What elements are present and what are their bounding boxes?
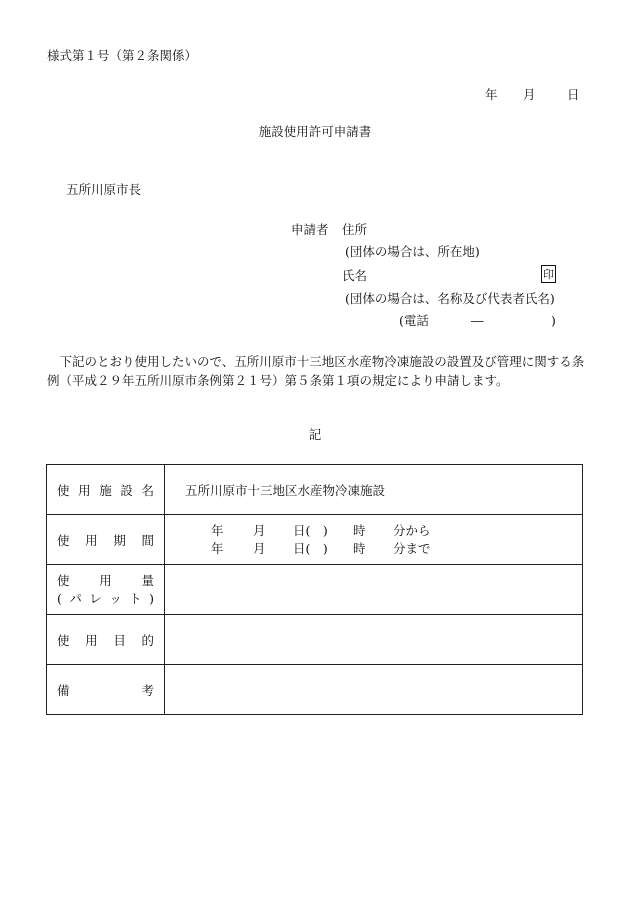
unit-char: ) — [149, 590, 154, 606]
period-to-minute: 分まで — [393, 540, 431, 556]
label-char: 使 — [57, 572, 70, 588]
phone-line — [399, 315, 556, 328]
unit-char: ッ — [109, 590, 122, 606]
period-from-minute: 分から — [393, 522, 431, 538]
period-to-hour: 時 — [353, 540, 366, 556]
label-char: 使 — [57, 482, 70, 498]
label-char: 用 — [85, 532, 98, 548]
period-from-year: 年 — [211, 522, 224, 538]
label-char: 間 — [141, 532, 154, 548]
name-label: 氏名 — [342, 268, 368, 283]
name-note: (団体の場合は、名称及び代表者氏名) — [345, 291, 555, 306]
phone-dash: ― — [471, 313, 484, 328]
unit-char: ( — [57, 590, 62, 606]
form-number: 様式第１号（第２条関係） — [47, 48, 198, 63]
period-from-line — [185, 522, 582, 540]
table-row-purpose — [47, 615, 583, 665]
label-char: 考 — [141, 682, 154, 698]
label-char: 的 — [141, 632, 154, 648]
quantity-label — [47, 565, 165, 615]
label-char: 施 — [99, 482, 112, 498]
date-day: 日 — [567, 87, 580, 102]
ki-heading: 記 — [308, 427, 322, 442]
label-char: 備 — [57, 682, 70, 698]
period-value[interactable] — [165, 515, 583, 565]
label-char: 量 — [141, 572, 154, 588]
unit-char: パ — [69, 590, 82, 606]
addressee: 五所川原市長 — [66, 182, 142, 197]
label-char: 用 — [85, 632, 98, 648]
label-char: 期 — [113, 532, 126, 548]
facility-label — [47, 465, 165, 515]
date-year: 年 — [485, 87, 498, 102]
label-char: 用 — [99, 572, 112, 588]
remarks-label — [47, 665, 165, 715]
unit-char: レ — [89, 590, 102, 606]
label-char: 名 — [141, 482, 154, 498]
application-table — [46, 464, 583, 715]
period-from-month: 月 — [253, 522, 266, 538]
label-char: 使 — [57, 632, 70, 648]
phone-close: ) — [551, 313, 556, 328]
period-to-month: 月 — [253, 540, 266, 556]
facility-value[interactable]: 五所川原市十三地区水産物冷凍施設 — [165, 465, 583, 515]
purpose-value[interactable] — [165, 615, 583, 665]
quantity-value[interactable] — [165, 565, 583, 615]
document-title: 施設使用許可申請書 — [258, 124, 372, 139]
applicant-label: 申請者 — [291, 222, 329, 237]
table-row-period — [47, 515, 583, 565]
label-char: 用 — [78, 482, 91, 498]
date-month: 月 — [523, 87, 536, 102]
period-label — [47, 515, 165, 565]
period-from-hour: 時 — [353, 522, 366, 538]
label-char: 設 — [120, 482, 133, 498]
period-to-year: 年 — [211, 540, 224, 556]
period-to-line — [185, 540, 582, 558]
label-char: 使 — [57, 532, 70, 548]
label-char: 目 — [113, 632, 126, 648]
seal-mark: 印 — [541, 265, 556, 283]
phone-open: (電話 — [399, 313, 429, 328]
table-row-remarks — [47, 665, 583, 715]
request-body-text: 下記のとおり使用したいので、五所川原市十三地区水産物冷凍施設の設置及び管理に関する条例（平成２９年五所川原市条例第２１号）第５条第１項の規定により申請します。 — [47, 354, 585, 388]
period-from-day: 日( ) — [293, 522, 328, 538]
remarks-value[interactable] — [165, 665, 583, 715]
purpose-label — [47, 615, 165, 665]
table-row-facility — [47, 465, 583, 515]
address-note: (団体の場合は、所在地) — [345, 244, 480, 259]
unit-char: ト — [129, 590, 142, 606]
address-label: 住所 — [342, 222, 368, 237]
table-row-quantity — [47, 565, 583, 615]
period-to-day: 日( ) — [293, 540, 328, 556]
date-line — [485, 89, 580, 102]
